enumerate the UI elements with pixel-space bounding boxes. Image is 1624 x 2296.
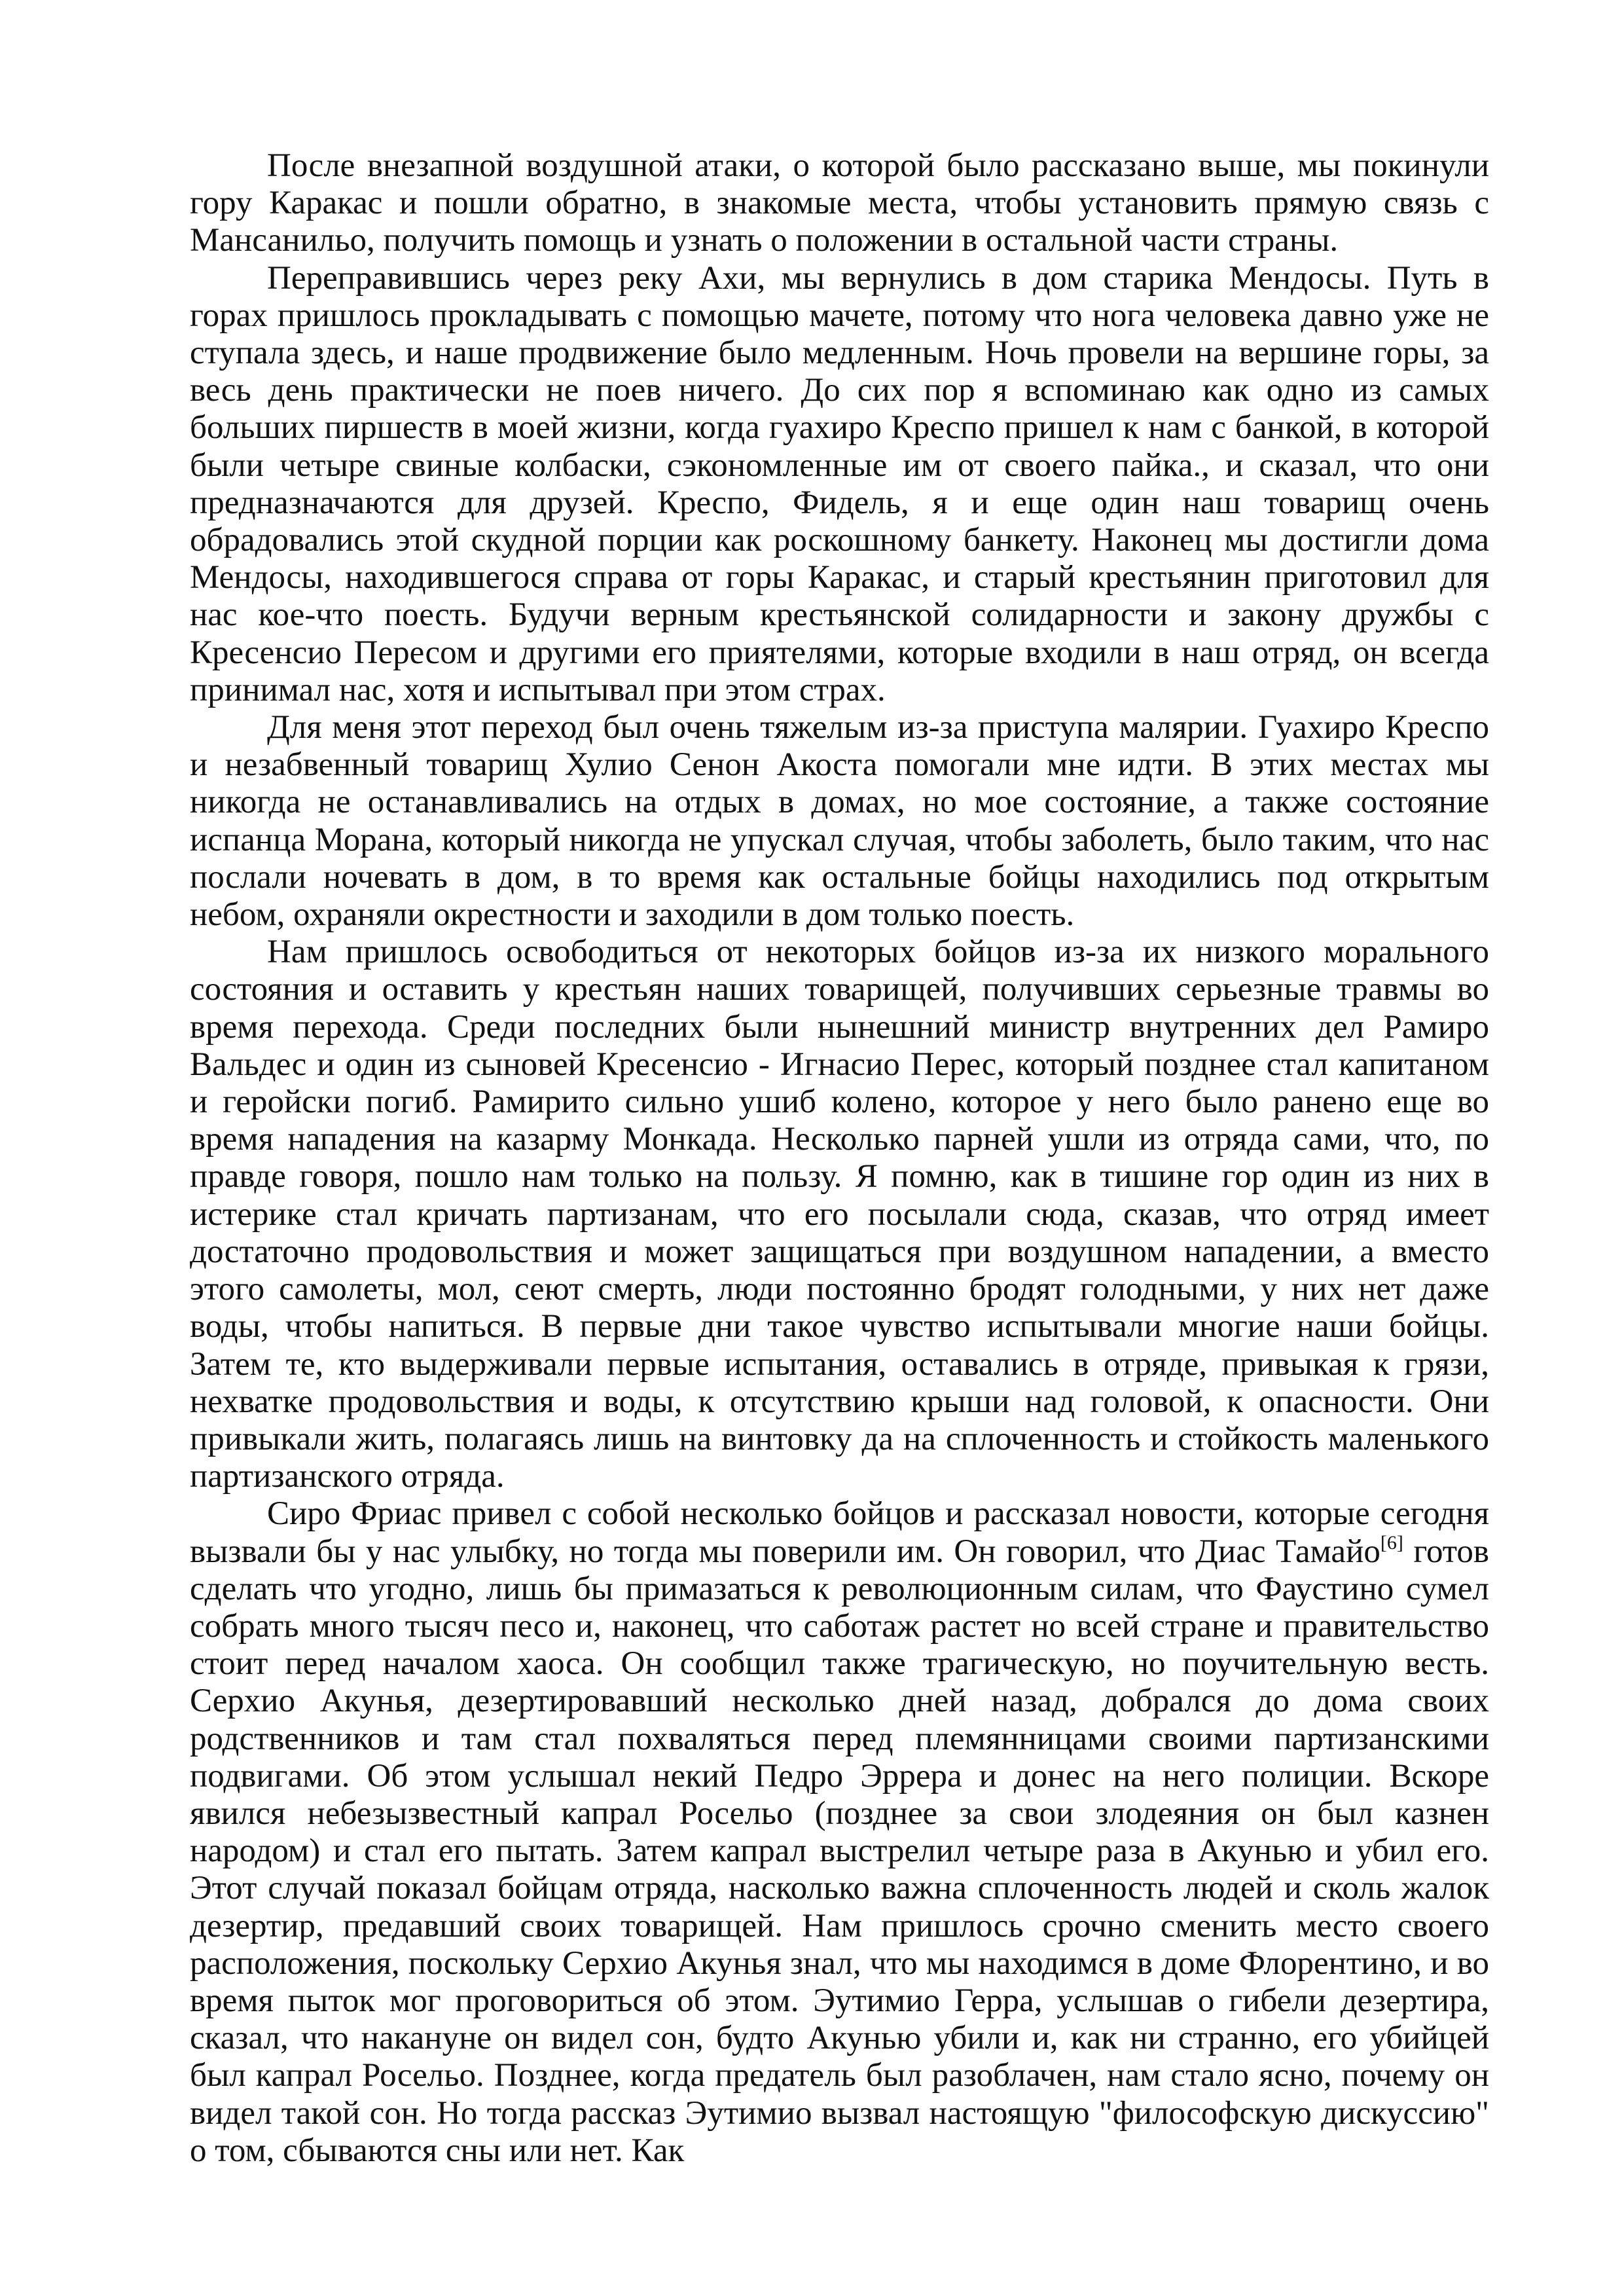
paragraph: [190, 1495, 1489, 2170]
paragraph: Нам пришлось освободиться от некоторых бойцов из-за их низкого морального состояния и оставить у крестьян наших товарищей, получивших серьезные травмы во время перехода. Среди последних были нынешний министр внутренних дел Рамиро Вальдес и один из сыновей Кресенсио - Игнасио Перес, который позднее стал капитаном и геройски погиб. Рамирито сильно ушиб колено, которое у него было ранено еще во время нападения на казарму Монкада. Несколько парней ушли из отряда сами, что, по правде говоря, пошло нам только на пользу. Я помню, как в тишине гор один из них в истерике стал кричать партизанам, что его посылали сюда, сказав, что отряд имеет достаточно продовольствия и может защищаться при воздушном нападении, а вместо этого самолеты, мол, сеют смерть, люди постоянно бродят голодными, у них нет даже воды, чтобы напиться. В первые дни такое чувство испытывали многие наши бойцы. Затем те, кто выдерживали первые испытания, оставались в отряде, привыкая к грязи, нехватке продовольствия и воды, к отсутствию крыши над головой, к опасности. Они привыкали жить, полагаясь лишь на винтовку да на сплоченность и стойкость маленького партизанского отряда.: [190, 934, 1489, 1495]
document-body: [190, 147, 1489, 2170]
paragraph-text: Сиро Фриас привел с собой несколько бойцов и рассказал новости, которые сегодня вызвали бы у нас улыбку, но тогда мы поверили им. Он говорил, что Диас Тамайо: [190, 1495, 1489, 1570]
paragraph: После внезапной воздушной атаки, о которой было рассказано выше, мы покинули гору Каракас и пошли обратно, в знакомые места, чтобы установить прямую связь с Мансанильо, получить помощь и узнать о положении в остальной части страны.: [190, 147, 1489, 259]
paragraph: Для меня этот переход был очень тяжелым из-за приступа малярии. Гуахиро Креспо и незабвенный товарищ Хулио Сенон Акоста помогали мне идти. В этих местах мы никогда не останавливались на отдых в домах, но мое состояние, а также состояние испанца Морана, который никогда не упускал случая, чтобы заболеть, было таким, что нас послали ночевать в дом, в то время как остальные бойцы находились под открытым небом, охраняли окрестности и заходили в дом только поесть.: [190, 709, 1489, 934]
paragraph-text: готов сделать что угодно, лишь бы примазаться к революционным силам, что Фаустино сумел собрать много тысяч песо и, наконец, что саботаж растет но всей стране и правительство стоит перед началом хаоса. Он сообщил также трагическую, но поучительную весть. Серхио Акунья, дезертировавший несколько дней назад, добрался до дома своих родственников и там стал похваляться перед племянницами своими партизанскими подвигами. Об этом услышал некий Педро Эррера и донес на него полиции. Вскоре явился небезызвестный капрал Росельо (позднее за свои злодеяния он был казнен народом) и стал его пытать. Затем капрал выстрелил четыре раза в Акунью и убил его. Этот случай показал бойцам отряда, насколько важна сплоченность людей и сколь жалок дезертир, предавший своих товарищей. Нам пришлось срочно сменить место своего расположения, поскольку Серхио Акунья знал, что мы находимся в доме Флорентино, и во время пыток мог проговориться об этом. Эутимио Герра, услышав о гибели дезертира, сказал, что накануне он видел сон, будто Акунью убили и, как ни странно, его убийцей был капрал Росельо. Позднее, когда предатель был разоблачен, нам стало ясно, почему он видел такой сон. Но тогда рассказ Эутимио вызвал настоящую "философскую дискуссию" о том, сбываются сны или нет. Как: [190, 1533, 1489, 2169]
paragraph: Переправившись через реку Ахи, мы вернулись в дом старика Мендосы. Путь в горах пришлось прокладывать с помощью мачете, потому что нога человека давно уже не ступала здесь, и наше продвижение было медленным. Ночь провели на вершине горы, за весь день практически не поев ничего. До сих пор я вспоминаю как одно из самых больших пиршеств в моей жизни, когда гуахиро Креспо пришел к нам с банкой, в которой были четыре свиные колбаски, сэкономленные им от своего пайка., и сказал, что они предназначаются для друзей. Креспо, Фидель, я и еще один наш товарищ очень обрадовались этой скудной порции как роскошному банкету. Наконец мы достигли дома Мендосы, находившегося справа от горы Каракас, и старый крестьянин приготовил для нас кое-что поесть. Будучи верным крестьянской солидарности и закону дружбы с Кресенсио Пересом и другими его приятелями, которые входили в наш отряд, он всегда принимал нас, хотя и испытывал при этом страх.: [190, 259, 1489, 708]
footnote-reference[interactable]: [6]: [1380, 1531, 1403, 1554]
